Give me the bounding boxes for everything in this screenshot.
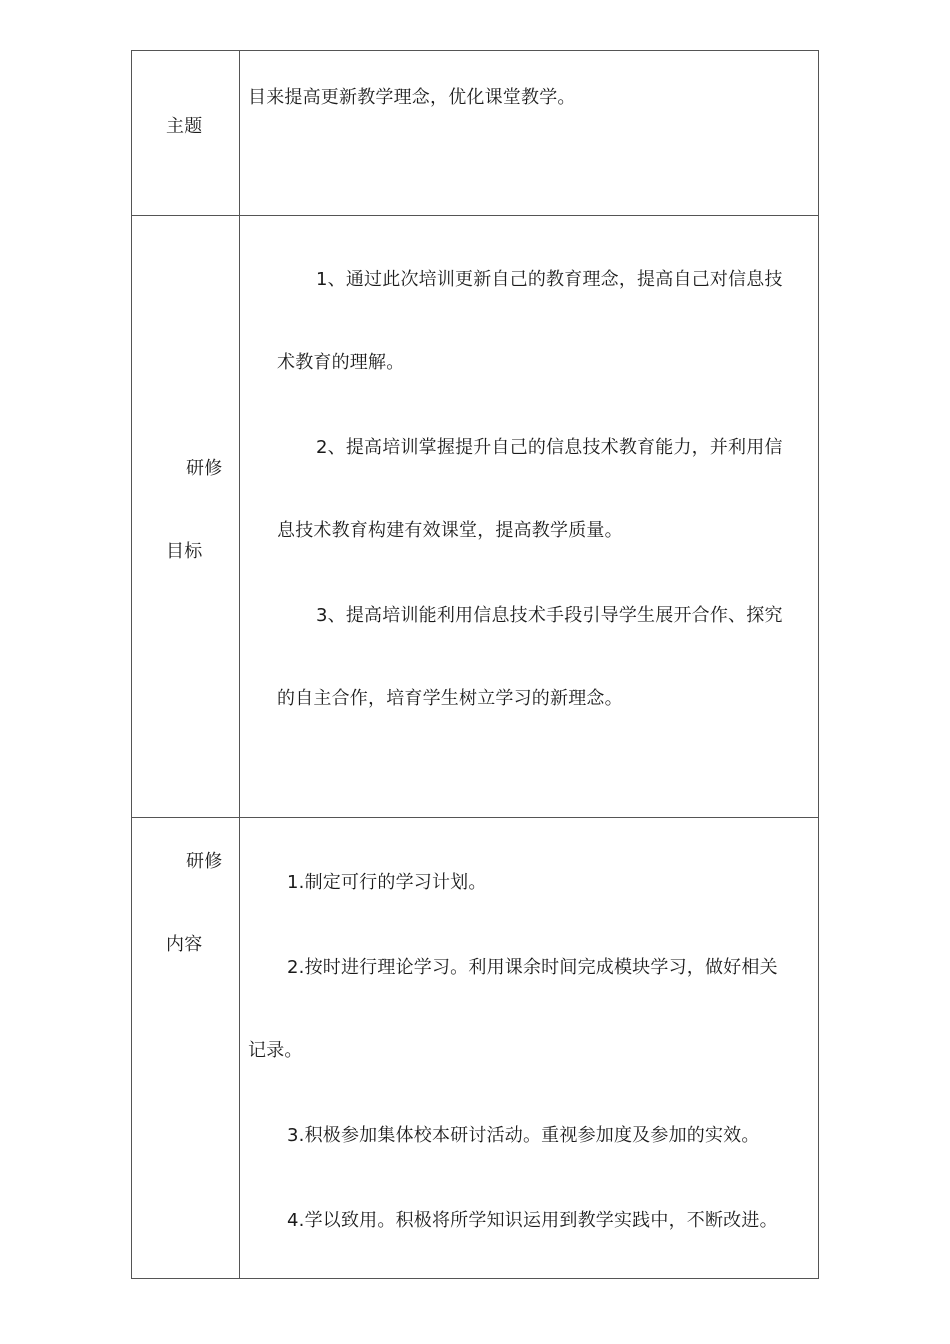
content-item-2-line1: 2.按时进行理论学习。利用课余时间完成模块学习，做好相关 [287, 957, 778, 978]
column-divider [239, 51, 240, 1278]
row-label-content-line1: 研修 [186, 851, 223, 872]
goal-item-1-line2: 术教育的理解。 [277, 352, 405, 373]
row-label-theme: 主题 [166, 116, 203, 137]
row-label-goals-line2: 目标 [166, 541, 203, 562]
goal-item-1-line1: 1、通过此次培训更新自己的教育理念，提高自己对信息技 [316, 269, 783, 290]
plan-table [131, 50, 819, 1279]
content-item-4: 4.学以致用。积极将所学知识运用到教学实践中，不断改进。 [287, 1210, 778, 1231]
row-divider [132, 215, 818, 216]
theme-content: 目来提高更新教学理念，优化课堂教学。 [248, 87, 576, 108]
goal-item-3-line1: 3、提高培训能利用信息技术手段引导学生展开合作、探究 [316, 605, 783, 626]
goal-item-2-line1: 2、提高培训掌握提升自己的信息技术教育能力，并利用信 [316, 437, 783, 458]
content-item-2-line2: 记录。 [248, 1040, 303, 1061]
content-item-1: 1.制定可行的学习计划。 [287, 872, 487, 893]
row-divider [132, 817, 818, 818]
content-item-3: 3.积极参加集体校本研讨活动。重视参加度及参加的实效。 [287, 1125, 760, 1146]
row-label-content-line2: 内容 [166, 934, 203, 955]
goal-item-3-line2: 的自主合作，培育学生树立学习的新理念。 [277, 688, 623, 709]
goal-item-2-line2: 息技术教育构建有效课堂，提高教学质量。 [277, 520, 623, 541]
row-label-goals-line1: 研修 [186, 458, 223, 479]
